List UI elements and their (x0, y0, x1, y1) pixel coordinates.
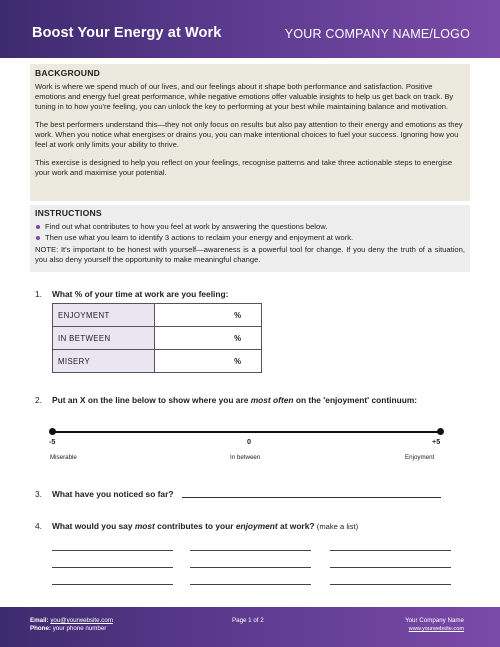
continuum-max-value: +5 (432, 437, 441, 446)
list-line[interactable] (190, 550, 311, 551)
bullet-icon (36, 236, 40, 240)
list-line[interactable] (52, 567, 173, 568)
list-line[interactable] (330, 550, 451, 551)
page-footer (0, 607, 500, 647)
continuum-max-label: Enjoyment (405, 454, 435, 461)
question-1 (35, 289, 228, 299)
question-number: 1. (35, 289, 42, 299)
instructions-section (30, 205, 470, 272)
page-header (0, 0, 500, 58)
background-heading: BACKGROUND (35, 68, 101, 78)
list-line[interactable] (52, 550, 173, 551)
feelings-percentage-table (52, 303, 262, 373)
continuum-mid-label: In between (230, 454, 261, 461)
instructions-list (35, 222, 465, 243)
question-3 (35, 489, 173, 499)
question-2: 2. Put an X on the line below to show where you are most often on the 'enjoyment' continuum: (35, 395, 418, 405)
continuum-mid-value: 0 (247, 437, 251, 446)
continuum-end-dot (437, 428, 444, 435)
continuum-start-dot (49, 428, 56, 435)
table-row (53, 350, 262, 373)
row-label: ENJOYMENT (53, 304, 155, 327)
instruction-item: Then use what you learn to identify 3 actions to reclaim your energy and enjoyment at work. (35, 233, 465, 244)
email-link[interactable]: you@yourwebsite.com (50, 617, 113, 624)
percent-input-cell[interactable]: % (155, 350, 262, 373)
list-line[interactable] (190, 584, 311, 585)
table-row (53, 327, 262, 350)
bullet-icon (36, 225, 40, 229)
page-title: Boost Your Energy at Work (32, 25, 222, 41)
row-label: MISERY (53, 350, 155, 373)
instructions-heading: INSTRUCTIONS (35, 208, 102, 218)
phone-number: your phone number (52, 625, 107, 632)
enjoyment-continuum-line[interactable] (52, 431, 440, 433)
instructions-note: NOTE: It's important to be honest with yourself—awareness is a powerful tool for change. If you deny the truth of a situation, you also deny yourself the opportunity to make meaningful change. (35, 245, 465, 264)
question-text: What % of your time at work are you feeling: (52, 289, 229, 299)
background-paragraph: Work is where we spend much of our lives, and our feelings about it shape both performance and satisfaction. Positive emotions and energy fuel great performance, while negative emotions offer valuable insights to help us get back on track. By tuning in to how you're feeling, you can unlock the key to performing at your best while maintaining balance and motivation. (35, 82, 454, 111)
website-link[interactable]: www.yourwebsite.com (408, 626, 464, 632)
question-4: 4. What would you say most contributes to your enjoyment at work? (make a list) (35, 521, 359, 531)
row-label: IN BETWEEN (53, 327, 155, 350)
page-number: Page 1 of 2 (232, 617, 264, 624)
instruction-item: Find out what contributes to how you feel at work by answering the questions below. (35, 222, 465, 233)
percent-input-cell[interactable]: % (155, 327, 262, 350)
question-hint: (make a list) (316, 522, 359, 531)
question-number: 4. (35, 521, 42, 531)
footer-company (405, 617, 464, 633)
list-line[interactable] (190, 567, 311, 568)
question-text: What have you noticed so far? (52, 489, 174, 499)
background-paragraph: The best performers understand this—they not only focus on results but also pay attention to their energy and emotions as they work. When you notice what energises or drains you, you can make intentional choices to fuel your success. Ignoring how you feel at work only limits your ability to thrive. (35, 120, 463, 149)
continuum-min-value: -5 (49, 437, 56, 446)
table-row (53, 304, 262, 327)
background-paragraph: This exercise is designed to help you reflect on your feelings, recognise patterns and take three actionable steps to energise your work and maximise your potential. (35, 158, 453, 177)
answer-line-q3[interactable] (182, 497, 441, 498)
list-line[interactable] (52, 584, 173, 585)
background-section (30, 64, 470, 201)
company-name: Your Company Name (405, 617, 464, 624)
list-line[interactable] (330, 584, 451, 585)
footer-contact: Email: you@yourwebsite.com Phone: your phone number (30, 617, 113, 632)
continuum-min-label: Miserable (50, 454, 77, 461)
company-logo-text: YOUR COMPANY NAME/LOGO (284, 27, 470, 41)
list-line[interactable] (330, 567, 451, 568)
question-number: 2. (35, 395, 42, 405)
percent-input-cell[interactable]: % (155, 304, 262, 327)
question-number: 3. (35, 489, 42, 499)
